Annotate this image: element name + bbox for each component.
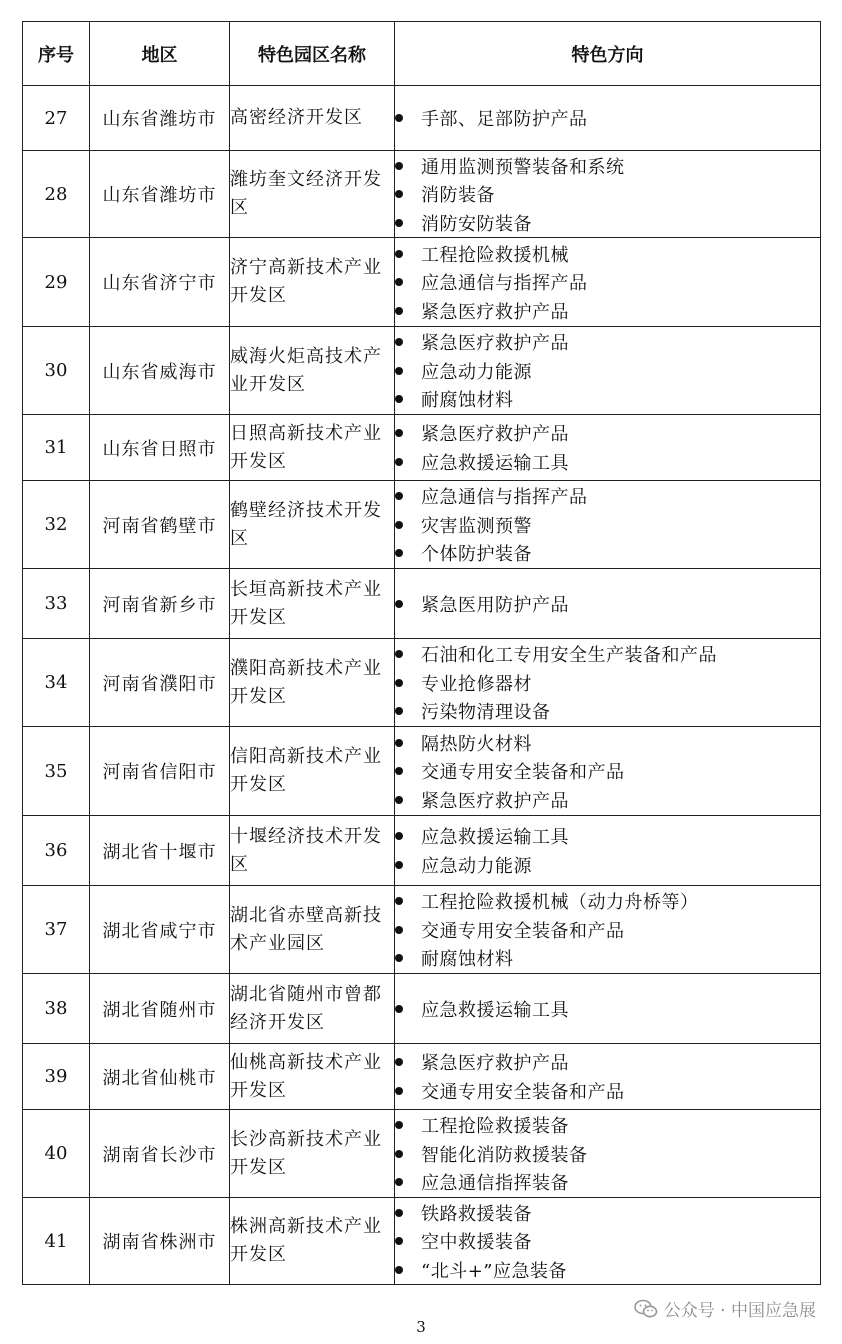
header-park: 特色园区名称 — [230, 22, 395, 86]
bullet-icon — [395, 367, 403, 375]
cell-region: 河南省濮阳市 — [90, 639, 230, 727]
direction-item — [395, 822, 820, 851]
table-row — [23, 151, 821, 238]
direction-text: 交通专用安全装备和产品 — [421, 920, 625, 942]
cell-directions — [395, 238, 821, 327]
direction-item — [395, 510, 820, 539]
table-row — [23, 569, 821, 639]
direction-text: 灾害监测预警 — [421, 515, 532, 537]
direction-item — [395, 994, 820, 1023]
direction-text: 应急通信与指挥产品 — [421, 273, 588, 294]
direction-list — [395, 728, 820, 814]
bullet-icon — [395, 832, 403, 840]
bullet-icon — [395, 219, 403, 227]
table-row — [23, 639, 821, 727]
bullet-icon — [395, 307, 403, 315]
direction-item — [395, 785, 820, 814]
direction-item — [395, 539, 820, 568]
cell-park-name: 湖北省赤壁高新技术产业园区 — [230, 886, 395, 974]
cell-region: 湖南省株洲市 — [90, 1198, 230, 1285]
bullet-icon — [395, 1058, 403, 1066]
direction-item — [395, 1077, 820, 1106]
direction-text: 交通专用安全装备和产品 — [421, 1081, 625, 1103]
cell-park-name: 鹤壁经济技术开发区 — [230, 481, 395, 569]
direction-list — [395, 887, 820, 973]
bullet-icon — [395, 767, 403, 775]
direction-text: 紧急医用防护产品 — [421, 594, 569, 616]
cell-region: 山东省日照市 — [90, 415, 230, 481]
bullet-icon — [395, 739, 403, 747]
direction-text: 石油和化工专用安全生产装备和产品 — [421, 645, 717, 666]
direction-text: 个体防护装备 — [421, 544, 532, 565]
direction-item — [395, 151, 820, 180]
bullet-icon — [395, 395, 403, 403]
direction-text: 手部、足部防护产品 — [421, 109, 588, 130]
bullet-icon — [395, 1209, 403, 1217]
cell-directions — [395, 1198, 821, 1285]
direction-item — [395, 851, 820, 880]
page-number: 3 — [416, 1318, 426, 1336]
cell-park-name: 信阳高新技术产业开发区 — [230, 727, 395, 816]
direction-item — [395, 668, 820, 697]
direction-item — [395, 482, 820, 511]
table-row — [23, 727, 821, 816]
table-row — [23, 238, 821, 327]
cell-park-name: 长垣高新技术产业开发区 — [230, 569, 395, 639]
direction-list — [395, 104, 820, 133]
table-row — [23, 1110, 821, 1198]
direction-item — [395, 1048, 820, 1077]
table-row — [23, 1044, 821, 1110]
direction-text: 污染物清理设备 — [421, 702, 551, 723]
cell-directions — [395, 1044, 821, 1110]
cell-directions — [395, 327, 821, 415]
direction-text: 专业抢修器材 — [421, 673, 532, 695]
direction-item — [395, 104, 820, 133]
bullet-icon — [395, 1237, 403, 1245]
direction-item — [395, 697, 820, 726]
cell-region: 湖北省咸宁市 — [90, 886, 230, 974]
bullet-icon — [395, 1150, 403, 1158]
direction-item — [395, 328, 820, 357]
bullet-icon — [395, 796, 403, 804]
cell-region: 山东省潍坊市 — [90, 86, 230, 151]
cell-park-name: 济宁高新技术产业开发区 — [230, 238, 395, 327]
cell-park-name: 日照高新技术产业开发区 — [230, 415, 395, 481]
direction-text: 耐腐蚀材料 — [421, 390, 514, 411]
direction-item — [395, 728, 820, 757]
bullet-icon — [395, 492, 403, 500]
cell-no: 27 — [23, 86, 90, 151]
direction-list — [395, 994, 820, 1023]
direction-text: “北斗+”应急装备 — [421, 1260, 567, 1282]
direction-item — [395, 757, 820, 786]
cell-region: 山东省济宁市 — [90, 238, 230, 327]
header-no: 序号 — [23, 22, 90, 86]
direction-text: 智能化消防救援装备 — [421, 1144, 588, 1166]
cell-park-name: 濮阳高新技术产业开发区 — [230, 639, 395, 727]
cell-directions — [395, 816, 821, 886]
table-row — [23, 481, 821, 569]
cell-park-name: 威海火炬高技术产业开发区 — [230, 327, 395, 415]
cell-park-name: 仙桃高新技术产业开发区 — [230, 1044, 395, 1110]
direction-list — [395, 1198, 820, 1284]
table-row — [23, 974, 821, 1044]
bullet-icon — [395, 1178, 403, 1186]
direction-item — [395, 915, 820, 944]
direction-text: 铁路救援装备 — [421, 1203, 532, 1225]
cell-directions — [395, 481, 821, 569]
direction-list — [395, 589, 820, 618]
bullet-icon — [395, 521, 403, 529]
direction-item — [395, 385, 820, 414]
park-table — [22, 21, 821, 1285]
cell-region: 湖南省长沙市 — [90, 1110, 230, 1198]
direction-item — [395, 1255, 820, 1284]
cell-no: 37 — [23, 886, 90, 974]
cell-no: 33 — [23, 569, 90, 639]
direction-item — [395, 1139, 820, 1168]
table-row — [23, 86, 821, 151]
direction-list — [395, 419, 820, 476]
cell-region: 河南省信阳市 — [90, 727, 230, 816]
bullet-icon — [395, 707, 403, 715]
direction-text: 隔热防火材料 — [421, 733, 532, 755]
cell-no: 35 — [23, 727, 90, 816]
table-row — [23, 327, 821, 415]
bullet-icon — [395, 338, 403, 346]
direction-list — [395, 482, 820, 568]
watermark-label: 公众号 · 中国应急展 — [663, 1301, 816, 1321]
cell-no: 40 — [23, 1110, 90, 1198]
bullet-icon — [395, 600, 403, 608]
bullet-icon — [395, 650, 403, 658]
cell-no: 29 — [23, 238, 90, 327]
direction-item — [395, 1111, 820, 1140]
direction-item — [395, 268, 820, 297]
direction-text: 应急动力能源 — [421, 855, 532, 877]
bullet-icon — [395, 1005, 403, 1013]
direction-text: 紧急医疗救护产品 — [421, 1053, 569, 1075]
direction-text: 应急救援运输工具 — [421, 452, 569, 474]
header-region: 地区 — [90, 22, 230, 86]
cell-directions — [395, 639, 821, 727]
direction-text: 通用监测预警装备和系统 — [421, 156, 625, 178]
cell-directions — [395, 86, 821, 151]
direction-list — [395, 328, 820, 414]
bullet-icon — [395, 458, 403, 466]
cell-region: 山东省潍坊市 — [90, 151, 230, 238]
table-row — [23, 816, 821, 886]
direction-text: 应急通信指挥装备 — [421, 1173, 569, 1194]
cell-no: 39 — [23, 1044, 90, 1110]
cell-no: 30 — [23, 327, 90, 415]
direction-list — [395, 640, 820, 726]
table-row — [23, 1198, 821, 1285]
cell-park-name: 株洲高新技术产业开发区 — [230, 1198, 395, 1285]
direction-text: 消防装备 — [421, 185, 495, 206]
direction-text: 应急救援运输工具 — [421, 827, 569, 849]
cell-no: 32 — [23, 481, 90, 569]
cell-region: 湖北省十堰市 — [90, 816, 230, 886]
direction-item — [395, 356, 820, 385]
direction-item — [395, 448, 820, 477]
direction-item — [395, 208, 820, 237]
bullet-icon — [395, 190, 403, 198]
cell-region: 山东省威海市 — [90, 327, 230, 415]
cell-no: 38 — [23, 974, 90, 1044]
wechat-icon — [634, 1299, 658, 1319]
cell-directions — [395, 727, 821, 816]
direction-list — [395, 1048, 820, 1105]
cell-directions — [395, 974, 821, 1044]
bullet-icon — [395, 1121, 403, 1129]
bullet-icon — [395, 250, 403, 258]
bullet-icon — [395, 926, 403, 934]
direction-item — [395, 1168, 820, 1197]
direction-text: 应急救援运输工具 — [421, 999, 569, 1021]
cell-region: 湖北省仙桃市 — [90, 1044, 230, 1110]
direction-text: 交通专用安全装备和产品 — [421, 762, 625, 783]
table-header-row — [23, 22, 821, 86]
cell-directions — [395, 151, 821, 238]
direction-item — [395, 239, 820, 268]
direction-item — [395, 419, 820, 448]
cell-region: 湖北省随州市 — [90, 974, 230, 1044]
table-body — [23, 86, 821, 1285]
direction-text: 紧急医疗救护产品 — [421, 790, 569, 812]
direction-text: 应急动力能源 — [421, 361, 532, 383]
direction-item — [395, 944, 820, 973]
cell-region: 河南省新乡市 — [90, 569, 230, 639]
cell-directions — [395, 1110, 821, 1198]
header-direction: 特色方向 — [395, 22, 821, 86]
bullet-icon — [395, 114, 403, 122]
direction-item — [395, 589, 820, 618]
bullet-icon — [395, 679, 403, 687]
direction-text: 紧急医疗救护产品 — [421, 424, 569, 446]
direction-list — [395, 1111, 820, 1197]
direction-item — [395, 1198, 820, 1227]
direction-list — [395, 822, 820, 879]
direction-text: 耐腐蚀材料 — [421, 949, 514, 970]
direction-text: 消防安防装备 — [421, 213, 532, 235]
direction-text: 工程抢险救援机械（动力舟桥等） — [421, 892, 699, 913]
bullet-icon — [395, 429, 403, 437]
cell-park-name: 高密经济开发区 — [230, 86, 395, 151]
cell-park-name: 十堰经济技术开发区 — [230, 816, 395, 886]
table-row — [23, 415, 821, 481]
direction-item — [395, 180, 820, 209]
direction-list — [395, 151, 820, 237]
cell-no: 31 — [23, 415, 90, 481]
direction-text: 紧急医疗救护产品 — [421, 333, 569, 354]
cell-directions — [395, 886, 821, 974]
table-row — [23, 886, 821, 974]
bullet-icon — [395, 861, 403, 869]
direction-text: 工程抢险救援装备 — [421, 1116, 569, 1137]
direction-text: 工程抢险救援机械 — [421, 244, 569, 266]
cell-park-name: 湖北省随州市曾都经济开发区 — [230, 974, 395, 1044]
cell-no: 28 — [23, 151, 90, 238]
bullet-icon — [395, 278, 403, 286]
cell-directions — [395, 415, 821, 481]
direction-text: 紧急医疗救护产品 — [421, 301, 569, 323]
bullet-icon — [395, 1087, 403, 1095]
bullet-icon — [395, 162, 403, 170]
direction-text: 空中救援装备 — [421, 1232, 532, 1253]
cell-no: 36 — [23, 816, 90, 886]
cell-directions — [395, 569, 821, 639]
direction-item — [395, 640, 820, 669]
cell-region: 河南省鹤壁市 — [90, 481, 230, 569]
bullet-icon — [395, 549, 403, 557]
bullet-icon — [395, 897, 403, 905]
cell-no: 41 — [23, 1198, 90, 1285]
cell-no: 34 — [23, 639, 90, 727]
direction-text: 应急通信与指挥产品 — [421, 487, 588, 508]
bullet-icon — [395, 1266, 403, 1274]
direction-item — [395, 296, 820, 325]
direction-item — [395, 887, 820, 916]
direction-item — [395, 1227, 820, 1256]
cell-park-name: 潍坊奎文经济开发区 — [230, 151, 395, 238]
bullet-icon — [395, 954, 403, 962]
cell-park-name: 长沙高新技术产业开发区 — [230, 1110, 395, 1198]
direction-list — [395, 239, 820, 325]
